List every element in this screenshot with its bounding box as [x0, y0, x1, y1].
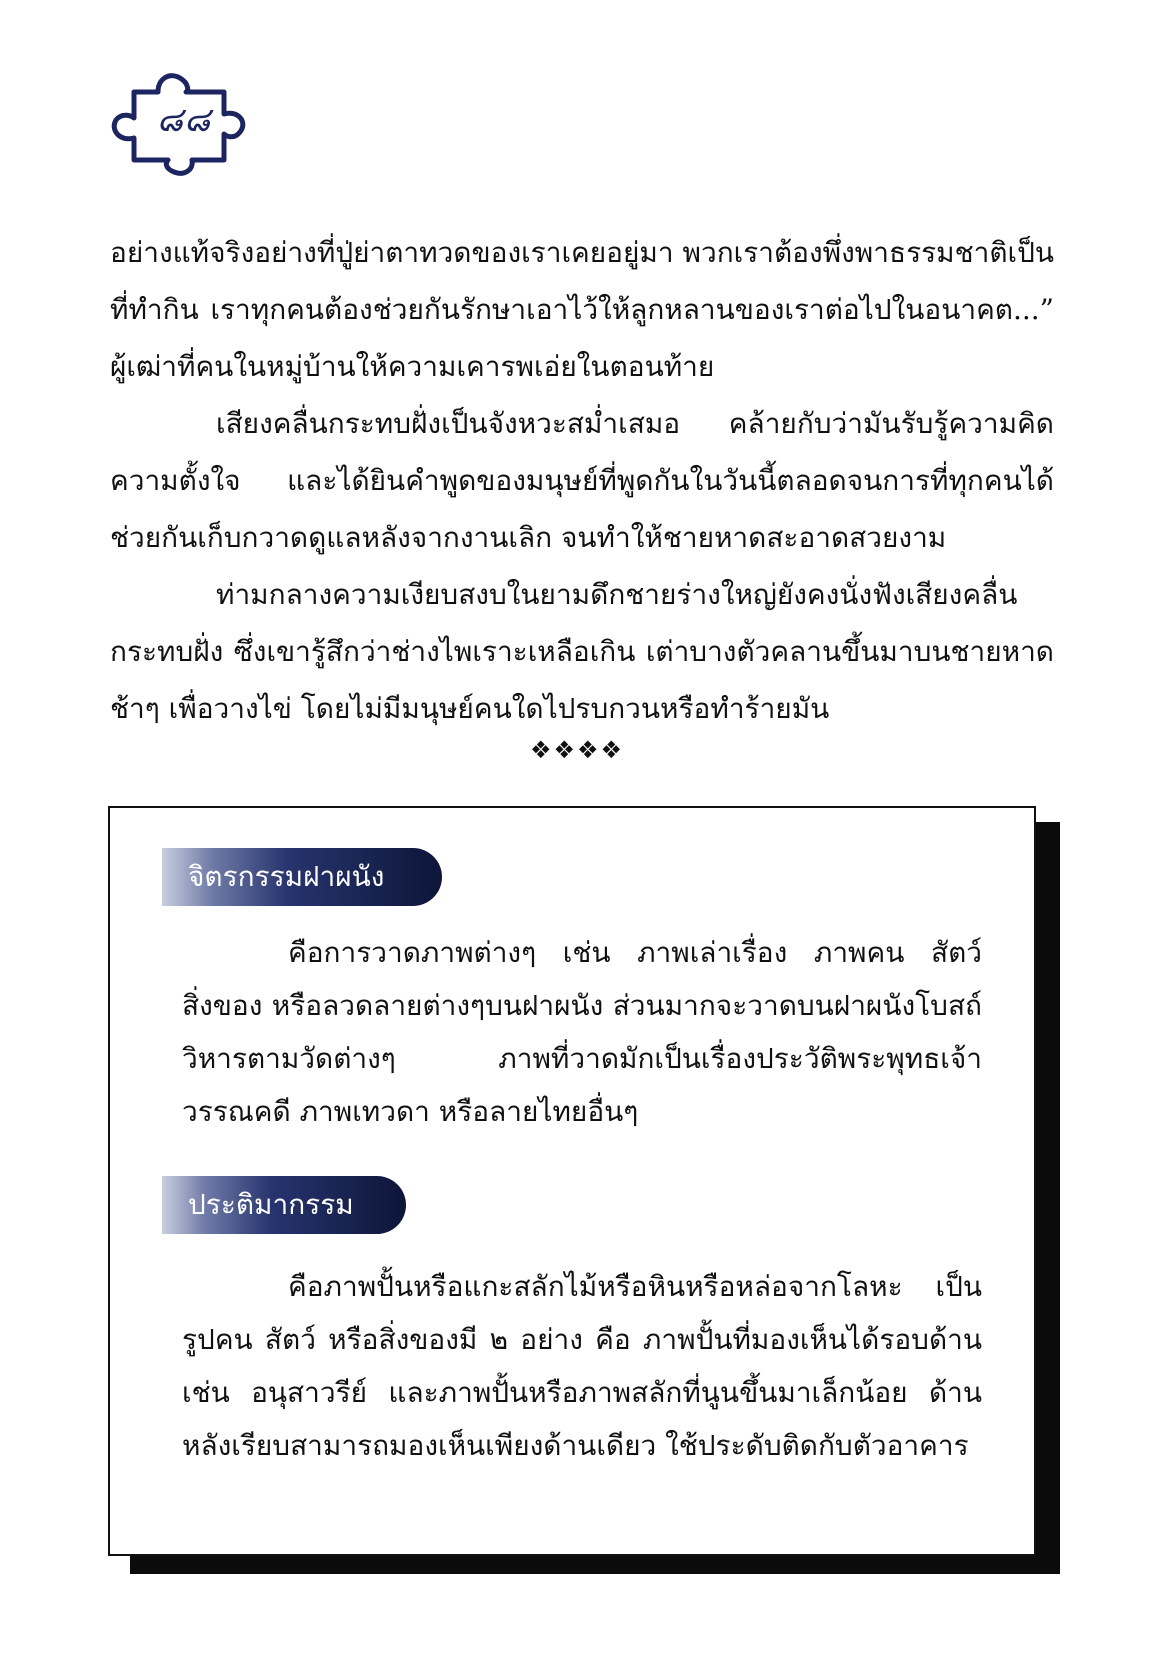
glossary-box	[108, 806, 1036, 1556]
glossary-definition-mural: คือการวาดภาพต่างๆ เช่น ภาพเล่าเรื่อง ภาพคน สัตว์ สิ่งของ หรือลวดลายต่างๆบนฝาผนัง ส่วนมากจะวาดบนฝาผนังโบสถ์ วิหารตามวัดต่างๆ ภาพที่วาดมักเป็นเรื่องประวัติพระพุทธเจ้า วรรณคดี ภาพเทวดา หรือลายไทยอื่นๆ	[182, 936, 982, 1128]
glossary-definition-sculpture: คือภาพปั้นหรือแกะสลักไม้หรือหินหรือหล่อจากโลหะ เป็นรูปคน สัตว์ หรือสิ่งของมี ๒ อย่าง คือ ภาพปั้นที่มองเห็นได้รอบด้าน เช่น อนุสาวรีย์ และภาพปั้นหรือภาพสลักที่นูนขึ้นมาเล็กน้อย ด้านหลังเรียบสามารถมองเห็นเพียงด้านเดียว ใช้ประดับติดกับตัวอาคาร	[182, 1270, 982, 1462]
page-number-badge	[104, 70, 260, 178]
page-number: ๘๘	[156, 100, 212, 140]
story-paragraph-3: ท่ามกลางความเงียบสงบในยามดึกชายร่างใหญ่ยังคงนั่งฟังเสียงคลื่นกระทบฝั่ง ซึ่งเขารู้สึกว่าช่างไพเราะเหลือเกิน เต่าบางตัวคลานขึ้นมาบนชายหาดช้าๆ เพื่อวางไข่ โดยไม่มีมนุษย์คนใดไปรบกวนหรือทำร้ายมัน	[110, 578, 1054, 725]
glossary-term-mural: จิตรกรรมฝาผนัง	[162, 848, 442, 906]
story-text	[110, 224, 1054, 737]
section-separator: ❖❖❖❖	[529, 736, 625, 764]
story-paragraph-2: เสียงคลื่นกระทบฝั่งเป็นจังหวะสม่ำเสมอ คล้ายกับว่ามันรับรู้ความคิด ความตั้งใจ และได้ยินคำพูดของมนุษย์ที่พูดกันในวันนี้ตลอดจนการที่ทุกคนได้ช่วยกันเก็บกวาดดูแลหลังจากงานเลิก จนทำให้ชายหาดสะอาดสวยงาม	[110, 407, 1054, 554]
story-paragraph-1: อย่างแท้จริงอย่างที่ปู่ย่าตาทวดของเราเคยอยู่มา พวกเราต้องพึ่งพาธรรมชาติเป็นที่ทำกิน เราทุกคนต้องช่วยกันรักษาเอาไว้ให้ลูกหลานของเราต่อไปในอนาคต...” ผู้เฒ่าที่คนในหมู่บ้านให้ความเคารพเอ่ยในตอนท้าย	[110, 236, 1054, 383]
glossary-term-sculpture: ประติมากรรม	[162, 1176, 406, 1234]
